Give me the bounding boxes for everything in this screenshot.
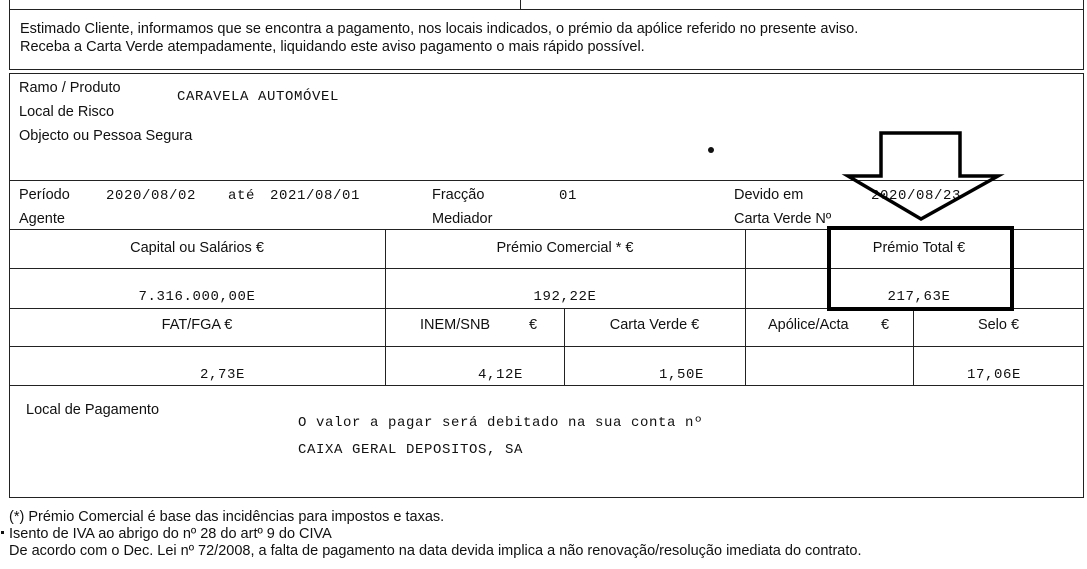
local-pagamento-label: Local de Pagamento [26, 402, 160, 418]
fat-header: FAT/FGA € [161, 317, 233, 333]
inem-header: INEM/SNB [420, 317, 491, 333]
objecto-label: Objecto ou Pessoa Segura [19, 128, 193, 144]
capital-header: Capital ou Salários € [130, 240, 264, 256]
devido-label: Devido em [734, 187, 804, 203]
carta-verde-header: Carta Verde € [609, 317, 700, 333]
inem-currency: € [529, 317, 538, 333]
premio-total-highlight [829, 228, 1012, 309]
selo-value: 17,06E [967, 367, 1022, 383]
premio-comercial-header: Prémio Comercial * € [496, 240, 634, 256]
ramo-value: CARAVELA AUTOMÓVEL [177, 89, 340, 105]
periodo-end: 2021/08/01 [270, 188, 361, 204]
carta-verde-no-label: Carta Verde Nº [734, 211, 832, 227]
periodo-ate: até [228, 188, 256, 204]
fat-value: 2,73E [200, 367, 246, 383]
footnote-1: (*) Prémio Comercial é base das incidências para impostos e taxas. [9, 509, 445, 525]
carta-verde-value: 1,50E [659, 367, 705, 383]
ramo-label: Ramo / Produto [19, 80, 121, 96]
inem-value: 4,12E [478, 367, 524, 383]
devido-value: 2020/08/23 [871, 188, 962, 204]
periodo-label: Período [19, 187, 70, 203]
down-arrow-icon [848, 133, 998, 219]
fraccao-value: 01 [559, 188, 578, 204]
periodo-start: 2020/08/02 [106, 188, 197, 204]
apolice-header: Apólice/Acta [768, 317, 849, 333]
notice-line-2: Receba a Carta Verde atempadamente, liquidando este aviso pagamento o mais rápido possível. [20, 39, 645, 55]
payment-line-2: CAIXA GERAL DEPOSITOS, SA [298, 442, 524, 458]
notice-line-1: Estimado Cliente, informamos que se encontra a pagamento, nos locais indicados, o prémio da apólice referido no presente aviso. [20, 21, 859, 37]
capital-value: 7.316.000,00E [138, 289, 256, 305]
fraccao-label: Fracção [432, 187, 485, 203]
premio-total-value: 217,63E [887, 289, 951, 305]
mediador-label: Mediador [432, 211, 493, 227]
payment-line-1: O valor a pagar será debitado na sua conta nº [298, 415, 704, 431]
premio-total-header: Prémio Total € [872, 240, 966, 256]
local-risco-label: Local de Risco [19, 104, 115, 120]
footnote-2: Isento de IVA ao abrigo do nº 28 do artº 9 do CIVA [9, 526, 332, 542]
apolice-currency: € [881, 317, 890, 333]
premio-comercial-value: 192,22E [533, 289, 597, 305]
agente-label: Agente [19, 211, 65, 227]
footnote-3: De acordo com o Dec. Lei nº 72/2008, a falta de pagamento na data devida implica a não renovação/resolução imediata do contrato. [9, 543, 862, 559]
selo-header: Selo € [977, 317, 1020, 333]
